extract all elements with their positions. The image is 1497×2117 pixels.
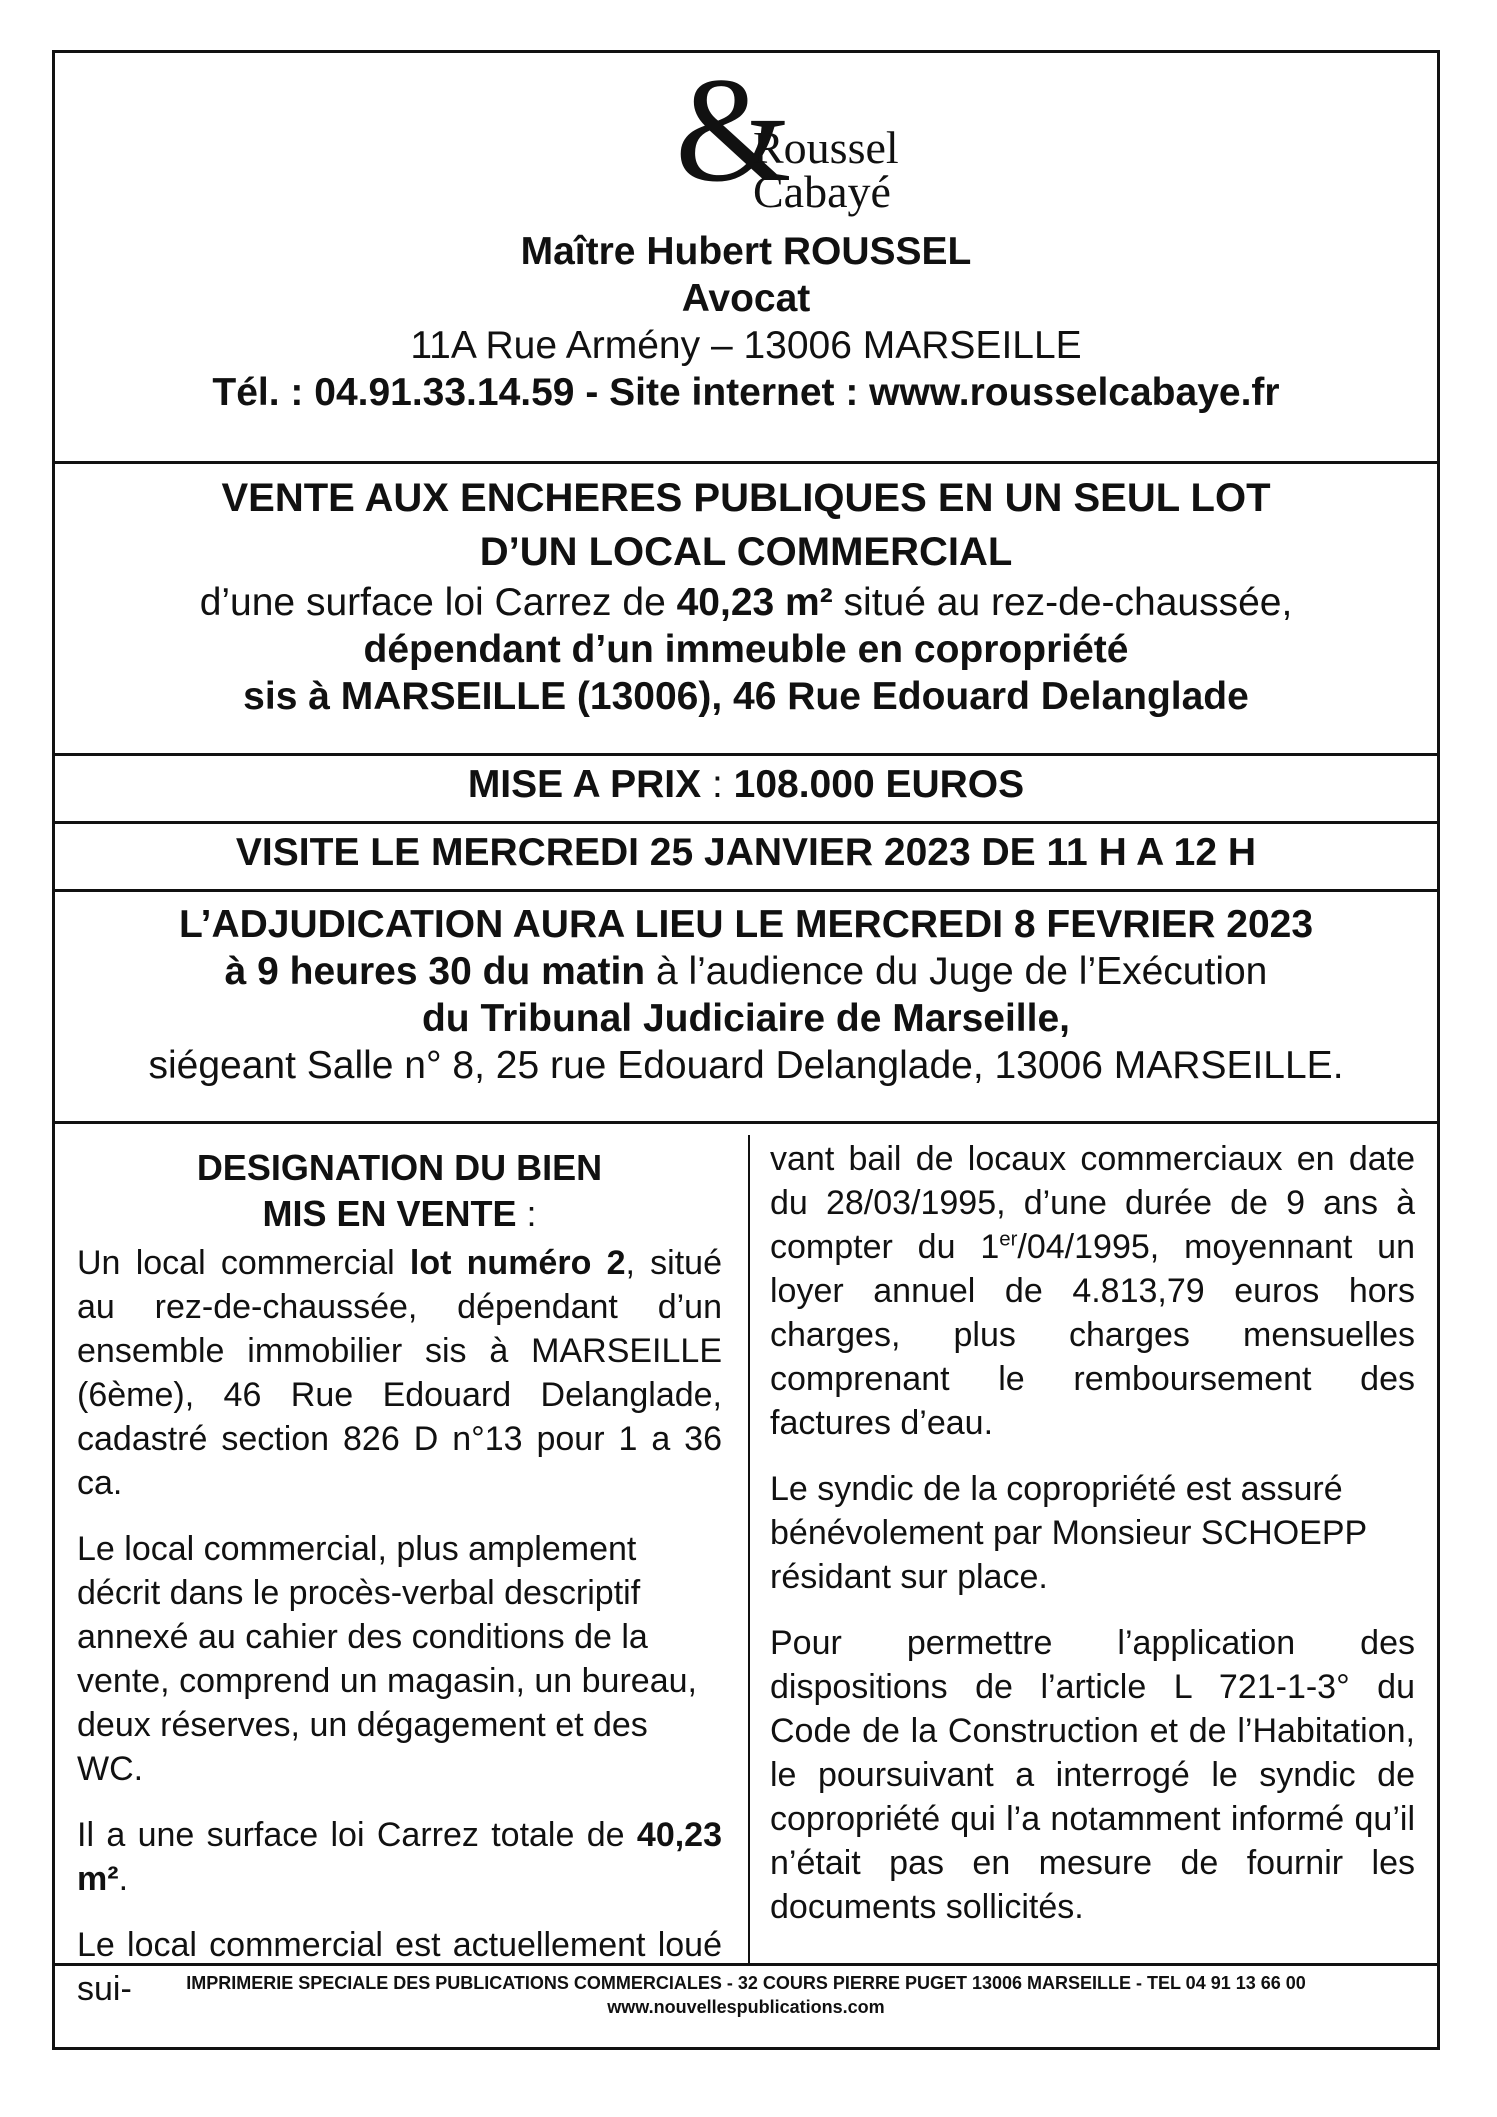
printer-footer (55, 1971, 1437, 2019)
logo-ampersand: & (675, 47, 792, 213)
sale-line-2: D’UN LOCAL COMMERCIAL (479, 530, 1013, 574)
price-label: MISE A PRIX (467, 763, 702, 806)
footer-line-1: IMPRIMERIE SPECIALE DES PUBLICATIONS COMMERCIALES - 32 COURS PIERRE PUGET 13006 MARSEILLE - TEL 04 91 13 66 00 (186, 1973, 1306, 1993)
lawyer-name: Maître Hubert ROUSSEL (520, 230, 972, 273)
right-paragraph-2: Le syndic de la copropriété est assuré bénévolement par Monsieur SCHOEPP résidant sur place. (770, 1470, 1367, 1596)
right-p1-a: vant bail de locaux commerciaux en date du 28/03/1995, d’une durée de 9 ans à compter du 1 (770, 1140, 1415, 1266)
lawyer-address: 11A Rue Armény – 13006 MARSEILLE (410, 324, 1082, 367)
sale-line-3-c: situé au rez-de-chaussée, (832, 581, 1293, 624)
column-divider (748, 1135, 750, 1965)
adjudication-line-2 (55, 948, 1437, 995)
divider (55, 1121, 1437, 1124)
lawyer-title: Avocat (681, 277, 811, 320)
divider (55, 461, 1437, 464)
logo-line-2: Cabayé (753, 166, 891, 217)
price-sep: : (701, 763, 734, 806)
left-paragraph-2: Le local commercial, plus amplement décrit dans le procès-verbal descriptif annexé au cahier des conditions de la vente, comprend un magasin, un bureau, deux réserves, un dégagement et des WC. (77, 1530, 697, 1788)
visit-section (55, 829, 1437, 876)
divider (55, 821, 1437, 824)
designation-heading-2 (77, 1191, 722, 1237)
right-p1-sup: er (999, 1228, 1018, 1251)
adjudication-line-1: L’ADJUDICATION AURA LIEU LE MERCREDI 8 FEVRIER 2023 (178, 903, 1314, 946)
sale-description (55, 471, 1437, 720)
left-surface: 40,23 m² (77, 1816, 722, 1898)
footer-website: www.nouvellespublications.com (607, 1997, 885, 2017)
visit-line: VISITE LE MERCREDI 25 JANVIER 2023 DE 11 H A 12 H (235, 831, 1257, 874)
divider (55, 753, 1437, 756)
left-p1-c: , situé au rez-de-chaussée, dépendant d’un ensemble immobilier sis à MARSEILLE (6ème), 46 Rue Edouard Delanglade, cadastré section 826 D n°13 pour 1 a 36 ca. (77, 1244, 722, 1502)
left-column (77, 1145, 722, 2033)
right-paragraph-1 (770, 1137, 1415, 1445)
adjudication-line-3: du Tribunal Judiciaire de Marseille, (421, 997, 1071, 1040)
sale-line-4: dépendant d’un immeuble en copropriété (363, 628, 1129, 671)
designation-heading-2-text: MIS EN VENTE (262, 1193, 517, 1234)
adjudication-time: à 9 heures 30 du matin (224, 950, 646, 993)
divider (55, 889, 1437, 892)
notice-frame (52, 47, 1440, 2050)
price-section (55, 761, 1437, 808)
designation-heading-2-tail: : (516, 1193, 537, 1234)
price-value: 108.000 EUROS (733, 763, 1025, 806)
adjudication-section (55, 901, 1437, 1089)
adjudication-line-4: siégeant Salle n° 8, 25 rue Edouard Delanglade, 13006 MARSEILLE. (148, 1044, 1344, 1087)
left-p3-c: . (118, 1860, 129, 1898)
divider (55, 1963, 1437, 1966)
firm-logo (675, 47, 935, 223)
sale-line-1: VENTE AUX ENCHERES PUBLIQUES EN UN SEUL LOT (221, 476, 1271, 520)
logo-line-1: Roussel (753, 122, 899, 173)
lawyer-header (55, 228, 1437, 416)
lawyer-contact: Tél. : 04.91.33.14.59 - Site internet : www.rousselcabaye.fr (212, 371, 1280, 414)
left-p3-a: Il a une surface loi Carrez totale de (77, 1816, 637, 1854)
right-p1-b: /04/1995, moyennant un loyer annuel de 4.813,79 euros hors charges, plus charges mensuelles comprenant le remboursement des factures d’eau. (770, 1228, 1415, 1442)
left-paragraph-1 (77, 1241, 722, 1505)
adjudication-line-2-b: à l’audience du Juge de l’Exécution (645, 950, 1268, 993)
lot-number: lot numéro 2 (409, 1244, 626, 1282)
price-line (55, 761, 1437, 808)
sale-line-5: sis à MARSEILLE (13006), 46 Rue Edouard Delanglade (243, 675, 1249, 718)
left-paragraph-3 (77, 1813, 722, 1901)
left-paragraph-4: Le local commercial est actuellement loué sui- (77, 1926, 722, 2008)
sale-surface: 40,23 m² (676, 581, 833, 624)
sale-line-3-a: d’une surface loi Carrez de (199, 581, 677, 624)
left-p1-a: Un local commercial (77, 1244, 410, 1282)
designation-heading-1: DESIGNATION DU BIEN (196, 1147, 603, 1188)
sale-line-3 (55, 579, 1437, 626)
right-column (770, 1137, 1415, 1951)
right-paragraph-3: Pour permettre l’application des dispositions de l’article L 721-1-3° du Code de la Construction et de l’Habitation, le poursuivant a interrogé le syndic de copropriété qui l’a notamment informé qu’il n’était pas en mesure de fournir les documents sollicités. (770, 1624, 1415, 1926)
